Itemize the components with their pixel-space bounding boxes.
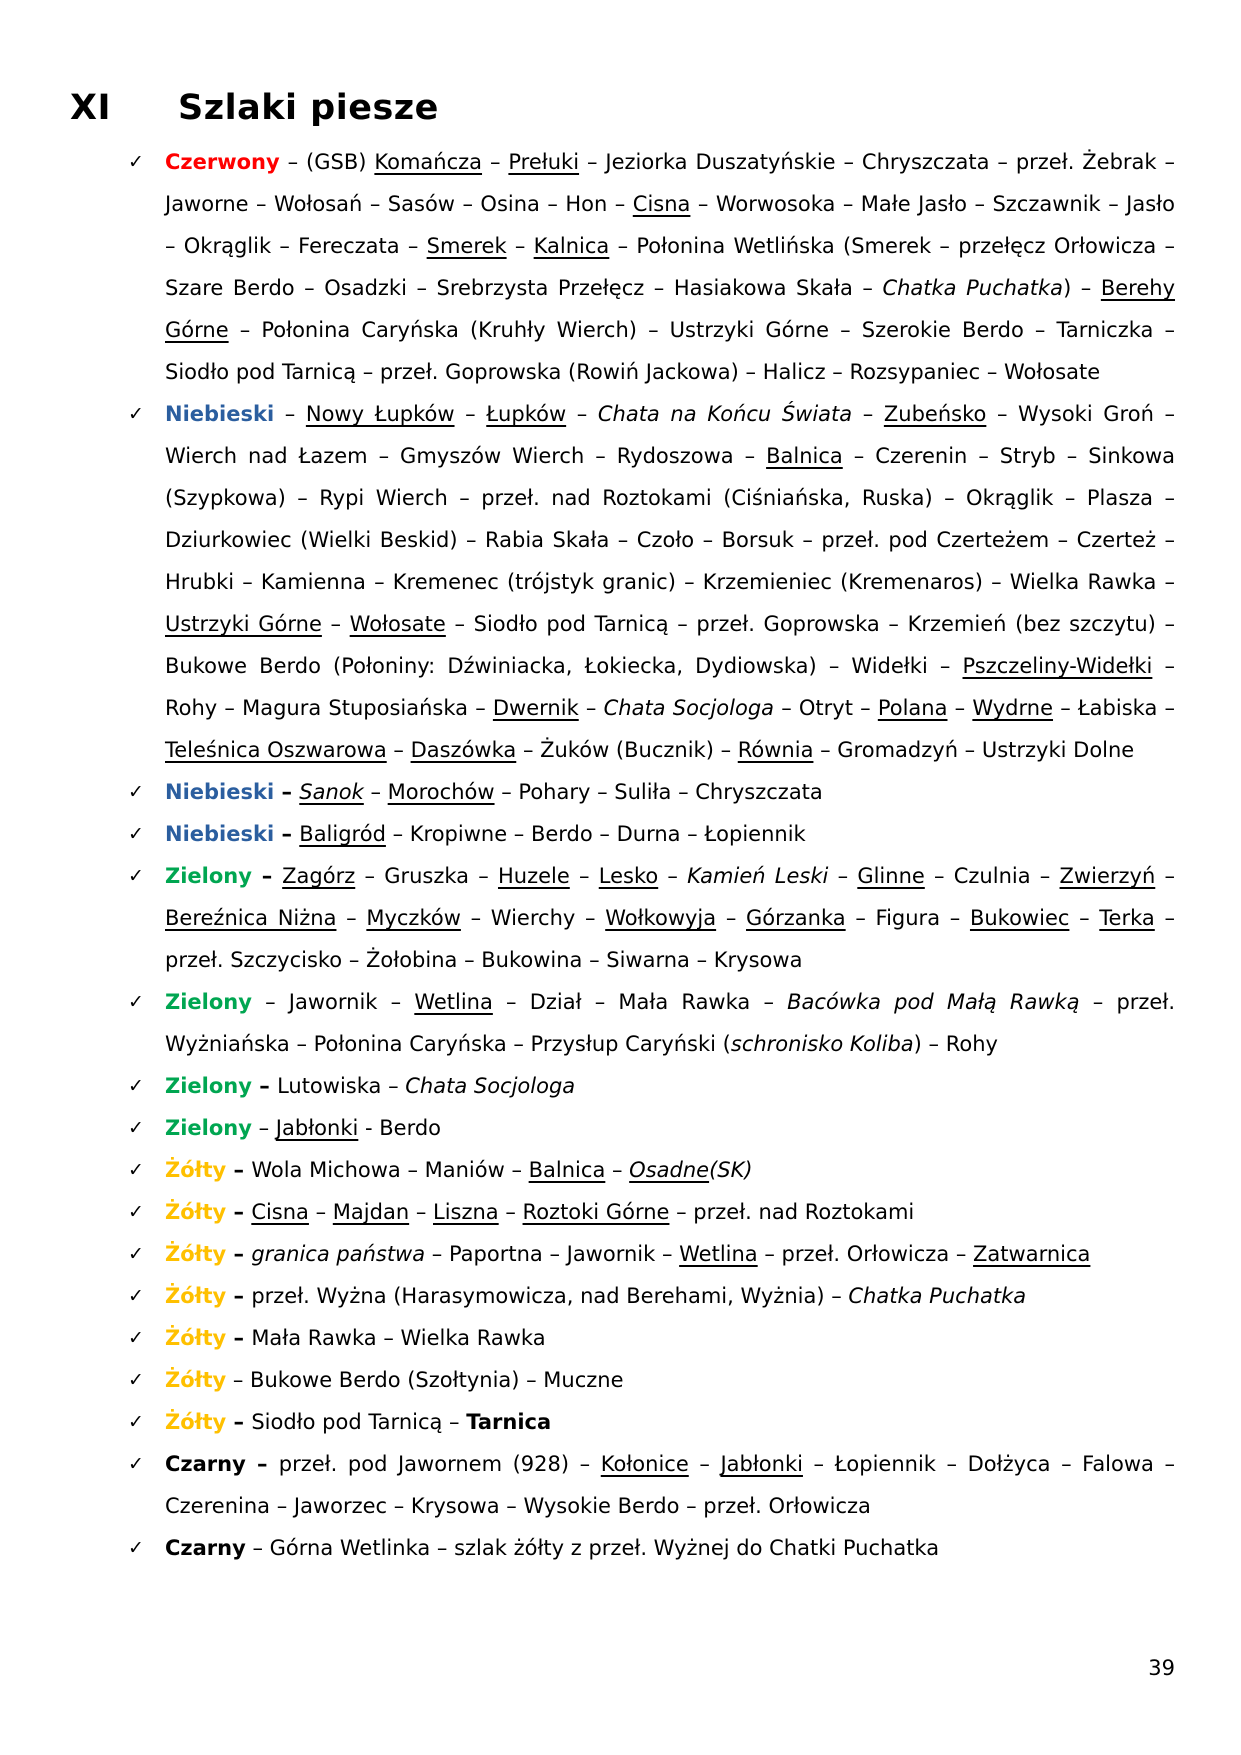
trail-text-run: (SK)	[709, 1158, 753, 1182]
trail-text-run: –	[1155, 864, 1175, 888]
trail-text-run: –	[386, 738, 411, 762]
trail-text-run: Kamień Leski	[687, 864, 829, 888]
trail-text-run: – Figura –	[845, 906, 970, 930]
trail-text-run: –	[274, 780, 300, 804]
trail-text-run: Lutowiska –	[277, 1074, 406, 1098]
trail-item	[127, 1275, 1175, 1317]
trail-text-run: Osadne	[629, 1158, 710, 1182]
trail-text-run: – Łabiska –	[1053, 696, 1175, 720]
checkmark-bullet-icon: ✓	[128, 1201, 144, 1223]
trail-text-run: –	[569, 864, 599, 888]
checkmark-bullet-icon: ✓	[128, 403, 144, 425]
trail-color-label: Czarny	[165, 1536, 246, 1560]
checkmark-bullet-icon: ✓	[128, 1327, 144, 1349]
checkmark-bullet-icon: ✓	[128, 1285, 144, 1307]
trail-text-run: Polana	[877, 696, 948, 720]
trail-text-run: – Wierchy –	[460, 906, 606, 930]
trail-text-run: Pszczeliny-Widełki	[962, 654, 1153, 678]
trail-item	[127, 1191, 1175, 1233]
trail-text-run: Nowy Łupków	[305, 402, 455, 426]
trail-text-run: - Berdo	[358, 1116, 442, 1140]
trail-color-label: Żółty	[165, 1158, 227, 1182]
trail-text-run: –	[251, 1074, 278, 1098]
trail-item	[127, 1233, 1175, 1275]
trail-text-run: –	[828, 864, 858, 888]
trail-text-run: Komańcza	[374, 150, 483, 174]
trail-text-run: Dwernik	[492, 696, 579, 720]
trail-text-run: Prełuki	[508, 150, 580, 174]
trail-text-run: –	[454, 402, 487, 426]
trail-text-run: – Gromadzyń – Ustrzyki Dolne	[813, 738, 1135, 762]
trail-text-run: Smerek	[426, 234, 507, 258]
page-number: 39	[1148, 1656, 1175, 1680]
trail-text-run: – (GSB)	[279, 150, 375, 174]
trail-text-run: – przeł. Wyżniańska – Połonina Caryńska – Przysłup Caryński (	[165, 990, 1175, 1056]
trail-text-run: –	[605, 1158, 630, 1182]
checkmark-bullet-icon: ✓	[128, 1411, 144, 1433]
trail-text-run: – przeł. nad Roztokami	[669, 1200, 915, 1224]
trail-text-run: Chatka Puchatka	[848, 1284, 1027, 1308]
trail-text-run: Sanok	[299, 780, 364, 804]
trail-text-run: –	[321, 612, 350, 636]
trail-text-run: Baligród	[299, 822, 386, 846]
trail-color-label: Żółty	[165, 1326, 227, 1350]
trail-text-run: –	[506, 234, 534, 258]
trail-item	[127, 981, 1175, 1065]
trail-text-run: –	[308, 1200, 333, 1224]
trail-text-run: –	[498, 1200, 523, 1224]
trail-text-run: Daszówka	[410, 738, 517, 762]
trail-item	[127, 393, 1175, 771]
trail-text-run: Łupków	[486, 402, 567, 426]
trail-text-run: Wołosate	[349, 612, 446, 636]
trail-text-run: Górzanka	[746, 906, 846, 930]
trail-text-run: – Wysoki Groń – Wierch nad Łazem – Gmyszów Wierch – Rydoszowa –	[165, 402, 1175, 468]
checkmark-bullet-icon: ✓	[128, 1117, 144, 1139]
trail-text-run: Bereźnica Niżna	[165, 906, 337, 930]
trail-text-run: Chata Socjologa	[603, 696, 775, 720]
trail-text-run: –	[251, 1116, 276, 1140]
trail-text-run: –	[226, 1200, 252, 1224]
trail-text-run: –	[852, 402, 884, 426]
trail-text-run: – Górna Wetlinka – szlak żółty z przeł. Wyżnej do Chatki Puchatka	[245, 1536, 940, 1560]
trail-text-run: Tarnica	[466, 1410, 552, 1434]
checkmark-bullet-icon: ✓	[128, 823, 144, 845]
trail-text-run: Morochów	[387, 780, 495, 804]
trail-text-run: –	[245, 1452, 279, 1476]
checkmark-bullet-icon: ✓	[128, 781, 144, 803]
trail-text-run: Myczków	[366, 906, 461, 930]
trail-text-run: Wetlina	[414, 990, 493, 1014]
trail-text-run: Chatka Puchatka	[882, 276, 1064, 300]
trail-text-run: Ustrzyki Górne	[165, 612, 322, 636]
trail-color-label: Zielony	[165, 990, 252, 1014]
trail-item	[127, 1107, 1175, 1149]
trail-text-run: –	[226, 1326, 252, 1350]
trail-text-run: Wetlina	[679, 1242, 758, 1266]
trail-text-run: –	[274, 402, 306, 426]
trail-text-run: –	[226, 1410, 252, 1434]
trail-text-run: Chata na Końcu Świata	[597, 402, 853, 426]
checkmark-bullet-icon: ✓	[128, 1369, 144, 1391]
trail-item	[127, 1443, 1175, 1527]
trail-text-run: – Pohary – Suliła – Chryszczata	[494, 780, 823, 804]
trail-text-run: Lesko	[598, 864, 659, 888]
checkmark-bullet-icon: ✓	[128, 991, 144, 1013]
trail-text-run: Zubeńsko	[883, 402, 987, 426]
trail-text-run: – przeł. Szczycisko – Żołobina – Bukowina – Siwarna – Krysowa	[165, 906, 1175, 972]
trail-text-run: – Kropiwne – Berdo – Durna – Łopiennik	[385, 822, 806, 846]
trail-text-run: Liszna	[433, 1200, 499, 1224]
trail-text-run: – Połonina Wetlińska (Smerek – przełęcz Orłowicza – Szare Berdo – Osadzki – Srebrzysta Przełęcz – Hasiakowa Skała –	[165, 234, 1176, 300]
trail-text-run: Kołonice	[600, 1452, 689, 1476]
trail-text-run: –	[716, 906, 747, 930]
trail-color-label: Zielony	[165, 1116, 252, 1140]
trail-text-run: – Paportna – Jawornik –	[425, 1242, 680, 1266]
trail-text-run: Mała Rawka – Wielka Rawka	[251, 1326, 546, 1350]
trail-item	[127, 1401, 1175, 1443]
checkmark-bullet-icon: ✓	[128, 1453, 144, 1475]
trail-text-run: Terka	[1099, 906, 1155, 930]
trail-text-run: Wola Michowa – Maniów –	[251, 1158, 529, 1182]
trail-text-run: – Gruszka –	[355, 864, 498, 888]
trail-text-run: –	[226, 1242, 252, 1266]
trail-text-run: – Siodło pod Tarnicą – przeł. Goprowska – Krzemień (bez szczytu) – Bukowe Berdo (Połoniny: Dźwiniacka, Łokiecka, Dydiowska) – Widełki –	[165, 612, 1175, 678]
checkmark-bullet-icon: ✓	[128, 1075, 144, 1097]
trail-text-run: Teleśnica Oszwarowa	[165, 738, 387, 762]
trail-text-run: Majdan	[332, 1200, 410, 1224]
trail-text-run: –	[409, 1200, 433, 1224]
trail-color-label: Zielony	[165, 864, 252, 888]
trail-color-label: Żółty	[165, 1284, 227, 1308]
trail-text-run: Wydrne	[972, 696, 1054, 720]
trail-color-label: Niebieski	[165, 780, 275, 804]
trail-item	[127, 1065, 1175, 1107]
trail-text-run: granica państwa	[251, 1242, 426, 1266]
trail-color-label: Żółty	[165, 1242, 227, 1266]
trail-item	[127, 813, 1175, 855]
trail-text-run: –	[1069, 906, 1100, 930]
trail-color-label: Zielony	[165, 1074, 252, 1098]
trail-color-label: Niebieski	[165, 402, 275, 426]
trail-text-run: – Czulnia –	[924, 864, 1060, 888]
page-title: Szlaki piesze	[178, 88, 439, 128]
trail-text-run: Zagórz	[282, 864, 356, 888]
trail-text-run: Balnica	[528, 1158, 606, 1182]
trail-text-run: Jabłonki	[275, 1116, 359, 1140]
trail-text-run: – Rohy – Magura Stuposiańska –	[165, 654, 1175, 720]
trail-color-label: Niebieski	[165, 822, 275, 846]
trail-list	[127, 141, 1175, 1569]
trail-text-run: Zatwarnica	[973, 1242, 1091, 1266]
trail-text-run: –	[947, 696, 973, 720]
trail-color-label: Czerwony	[165, 150, 280, 174]
trail-item	[127, 141, 1175, 393]
section-number: XI	[70, 88, 112, 128]
trail-text-run: Równia	[737, 738, 814, 762]
trail-text-run: –	[336, 906, 367, 930]
trail-color-label: Czarny	[165, 1452, 246, 1476]
trail-text-run: przeł. pod Jawornem (928) –	[278, 1452, 601, 1476]
trail-color-label: Żółty	[165, 1200, 227, 1224]
trail-text-run: –	[274, 822, 300, 846]
checkmark-bullet-icon: ✓	[128, 865, 144, 887]
trail-item	[127, 1317, 1175, 1359]
section-heading	[70, 86, 439, 132]
trail-text-run: – Jeziorka Duszatyńskie – Chryszczata – przeł. Żebrak – Jaworne – Wołosań – Sasów – Osina – Hon –	[165, 150, 1176, 216]
trail-text-run: Berehy Górne	[165, 276, 1176, 342]
trail-text-run: Cisna	[632, 192, 691, 216]
trail-item	[127, 1149, 1175, 1191]
trail-text-run: – Bukowe Berdo (Szołtynia) – Muczne	[226, 1368, 624, 1392]
trail-text-run: Zwierzyń	[1059, 864, 1156, 888]
trail-text-run: Chata Socjologa	[405, 1074, 576, 1098]
trail-text-run: ) –	[1063, 276, 1101, 300]
trail-item	[127, 1359, 1175, 1401]
trail-text-run: Cisna	[251, 1200, 309, 1224]
trail-text-run: – Połonina Caryńska (Kruhły Wierch) – Ustrzyki Górne – Szerokie Berdo – Tarniczka – Siodło pod Tarnicą – przeł. Goprowska (Rowiń Jackowa) – Halicz – Rozsypaniec – Wołosate	[165, 318, 1175, 384]
trail-text-run: –	[251, 864, 283, 888]
trail-text-run: Bacówka pod Małą Rawką	[787, 990, 1080, 1014]
trail-text-run: – Żuków (Bucznik) –	[516, 738, 738, 762]
trail-text-run: Roztoki Górne	[522, 1200, 670, 1224]
trail-text-run: –	[226, 1284, 252, 1308]
checkmark-bullet-icon: ✓	[128, 1537, 144, 1559]
trail-text-run: –	[482, 150, 509, 174]
trail-text-run: – Dział – Mała Rawka –	[492, 990, 788, 1014]
trail-text-run: –	[578, 696, 604, 720]
trail-color-label: Żółty	[165, 1410, 227, 1434]
trail-text-run: ) – Rohy	[913, 1032, 998, 1056]
trail-text-run: schronisko Koliba	[730, 1032, 914, 1056]
checkmark-bullet-icon: ✓	[128, 1243, 144, 1265]
checkmark-bullet-icon: ✓	[128, 1159, 144, 1181]
trail-text-run: Bukowiec	[969, 906, 1070, 930]
trail-item	[127, 1527, 1175, 1569]
trail-text-run: Glinne	[857, 864, 925, 888]
trail-text-run: przeł. Wyżna (Harasymowicza, nad Berehami, Wyżnia) –	[251, 1284, 849, 1308]
trail-item	[127, 855, 1175, 981]
trail-text-run: –	[658, 864, 688, 888]
checkmark-bullet-icon: ✓	[128, 151, 144, 173]
trail-text-run: Wołkowyja	[605, 906, 717, 930]
trail-text-run: – Otryt –	[774, 696, 878, 720]
trail-text-run: –	[363, 780, 388, 804]
trail-text-run: Huzele	[497, 864, 570, 888]
trail-text-run: Balnica	[766, 444, 843, 468]
trail-text-run: – Worwosoka – Małe Jasło – Szczawnik – Jasło – Okrąglik – Fereczata –	[165, 192, 1175, 258]
trail-text-run: –	[566, 402, 598, 426]
trail-item	[127, 771, 1175, 813]
trail-text-run: Kalnica	[533, 234, 610, 258]
trail-text-run: Siodło pod Tarnicą –	[251, 1410, 467, 1434]
trail-text-run: –	[688, 1452, 721, 1476]
trail-text-run: –	[226, 1158, 252, 1182]
trail-text-run: – przeł. Orłowicza –	[757, 1242, 974, 1266]
trail-text-run: Jabłonki	[720, 1452, 803, 1476]
trail-color-label: Żółty	[165, 1368, 227, 1392]
trail-text-run: – Łopiennik – Dołżyca – Falowa – Czerenina – Jaworzec – Krysowa – Wysokie Berdo – przeł. Orłowicza	[165, 1452, 1175, 1518]
trail-text-run: – Czerenin – Stryb – Sinkowa (Szypkowa) – Rypi Wierch – przeł. nad Roztokami (Ciśniańska, Ruska) – Okrąglik – Plasza – Dziurkowiec (Wielki Beskid) – Rabia Skała – Czoło – Borsuk – przeł. pod Czerteżem – Czerteż – Hrubki – Kamienna – Kremenec (trójstyk granic) – Krzemieniec (Kremenaros) – Wielka Rawka –	[165, 444, 1175, 594]
trail-text-run: – Jawornik –	[251, 990, 415, 1014]
